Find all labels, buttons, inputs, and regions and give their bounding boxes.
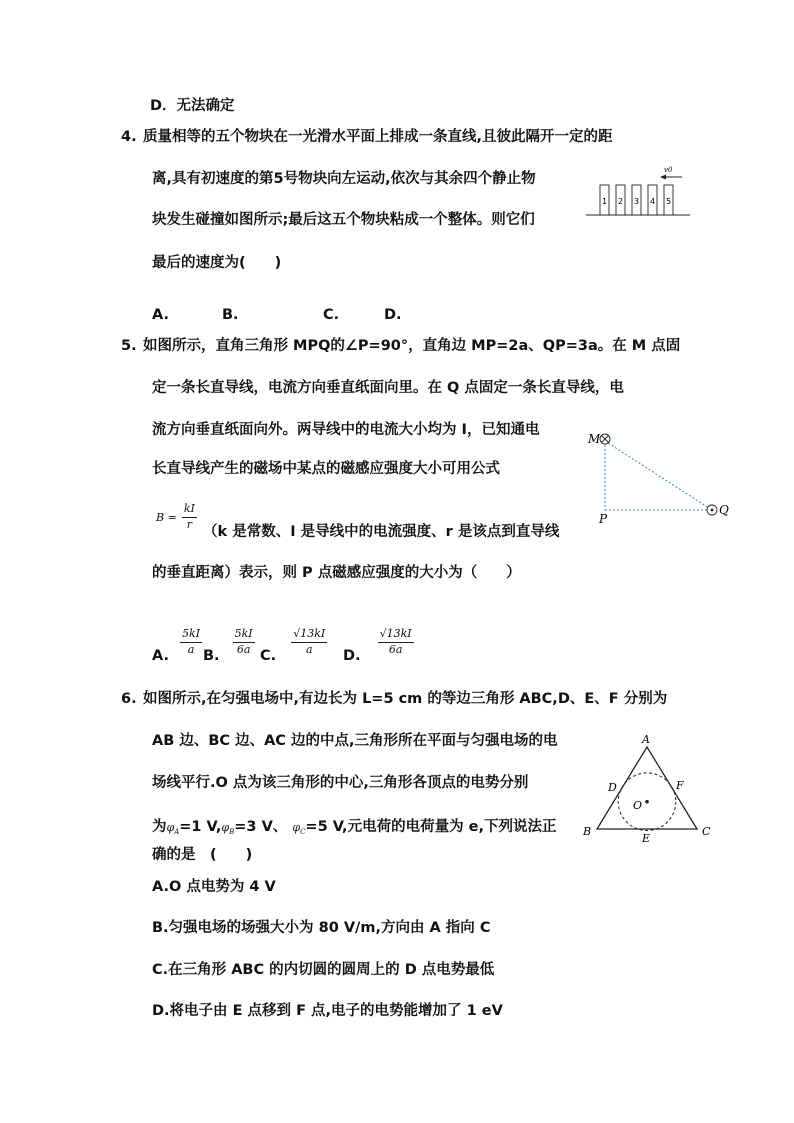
current-into-page-icon xyxy=(600,434,610,444)
velocity-arrow-icon xyxy=(660,175,682,180)
q6-line3: 场线平行.O 点为该三角形的中心,三角形各顶点的电势分别 xyxy=(152,775,529,791)
label-a: A xyxy=(642,733,650,746)
block-3 xyxy=(632,185,641,215)
phi-b: $\varphi_B$ xyxy=(221,821,235,837)
q4-option-b: B. xyxy=(222,307,239,323)
label-m: M xyxy=(588,432,601,446)
prev-option-d: D．无法确定 xyxy=(150,98,235,114)
q5-formula: B = $\frac{kI}{r}$ xyxy=(156,502,195,531)
label-c: C xyxy=(702,825,711,838)
label-b: B xyxy=(583,825,592,838)
svg-text:2: 2 xyxy=(617,197,624,206)
q4-line1: 质量相等的五个物块在一光滑水平面上排成一条直线,且彼此隔开一定的距 xyxy=(143,129,613,145)
phi-a: $\varphi_A$ xyxy=(166,821,180,837)
q6-option-b: B.匀强电场的场强大小为 80 V/m,方向由 A 指向 C xyxy=(152,920,491,936)
q6-option-a: A.O 点电势为 4 V xyxy=(152,879,276,895)
velocity-label: v0 xyxy=(664,166,673,174)
q5-line3: 流方向垂直纸面向外。两导线中的电流大小均为 I，已知通电 xyxy=(152,422,540,438)
label-p: P xyxy=(599,512,608,526)
q5-line2: 定一条长直导线，电流方向垂直纸面向里。在 Q 点固定一条长直导线，电 xyxy=(152,380,624,396)
svg-text:4: 4 xyxy=(649,197,656,206)
q4-option-c: C. xyxy=(323,307,340,323)
q4-option-d: D. xyxy=(384,307,402,323)
q4-line2: 离,具有初速度的第5号物块向左运动,依次与其余四个静止物 xyxy=(152,171,536,187)
side-mq xyxy=(605,441,712,510)
svg-text:5: 5 xyxy=(665,197,672,206)
q5-line6: 的垂直距离）表示，则 P 点磁感应强度的大小为（ ） xyxy=(152,565,521,581)
label-d: D xyxy=(608,781,617,794)
q5-option-d: D. $\frac{√13kI}{6a}$ xyxy=(343,627,412,665)
center-point xyxy=(645,800,649,804)
svg-text:1: 1 xyxy=(601,197,608,206)
q6-line4: 为$\varphi_A=1$ $V,\varphi_B=3$ V、 $\varphi_C=5$ V,元电荷的电荷量为 e,下列说法正 xyxy=(152,819,557,837)
q5-line5: （k 是常数、I 是导线中的电流强度、r 是该点到直导线 xyxy=(203,524,560,540)
q5-triangle-figure xyxy=(583,425,743,525)
phi-c: $\varphi_C$ xyxy=(292,821,306,837)
q6-triangle-figure xyxy=(578,733,718,845)
q4-blocks-figure xyxy=(582,163,694,227)
q4-line4: 最后的速度为( ) xyxy=(152,255,282,271)
q5-number: 5. xyxy=(121,338,137,354)
current-out-of-page-icon xyxy=(707,505,717,515)
block-1 xyxy=(600,185,609,215)
q5-option-a: A. $\frac{5kI}{a}$ xyxy=(152,627,201,665)
label-o: O xyxy=(633,799,643,812)
q5-option-b: B. $\frac{5kI}{6a}$ xyxy=(203,627,253,665)
q5-option-c: C. $\frac{√13kI}{a}$ xyxy=(260,627,326,665)
q6-option-c: C.在三角形 ABC 的内切圆的圆周上的 D 点电势最低 xyxy=(152,962,495,978)
label-f: F xyxy=(676,779,684,792)
q5-line1: 如图所示，直角三角形 MPQ的∠P=90°，直角边 MP=2a、QP=3a。在 M 点固 xyxy=(143,338,681,354)
block-2 xyxy=(616,185,625,215)
q6-number: 6. xyxy=(121,691,137,707)
label-q: Q xyxy=(719,503,729,517)
q6-line1: 如图所示,在匀强电场中,有边长为 L=5 cm 的等边三角形 ABC,D、E、F 分别为 xyxy=(143,691,668,707)
svg-text:3: 3 xyxy=(633,197,640,206)
block-5 xyxy=(664,185,673,215)
q4-option-a: A. xyxy=(152,307,169,323)
block-4 xyxy=(648,185,657,215)
q4-number: 4. xyxy=(121,129,137,145)
q6-option-d: D.将电子由 E 点移到 F 点,电子的电势能增加了 1 eV xyxy=(152,1003,503,1019)
q6-line2: AB 边、BC 边、AC 边的中点,三角形所在平面与匀强电场的电 xyxy=(152,733,558,749)
q6-line5: 确的是 ( ) xyxy=(152,847,253,863)
label-e: E xyxy=(642,832,651,845)
q4-line3: 块发生碰撞如图所示;最后这五个物块粘成一个整体。则它们 xyxy=(152,212,535,228)
q5-line4: 长直导线产生的磁场中某点的磁感应强度大小可用公式 xyxy=(152,461,500,477)
